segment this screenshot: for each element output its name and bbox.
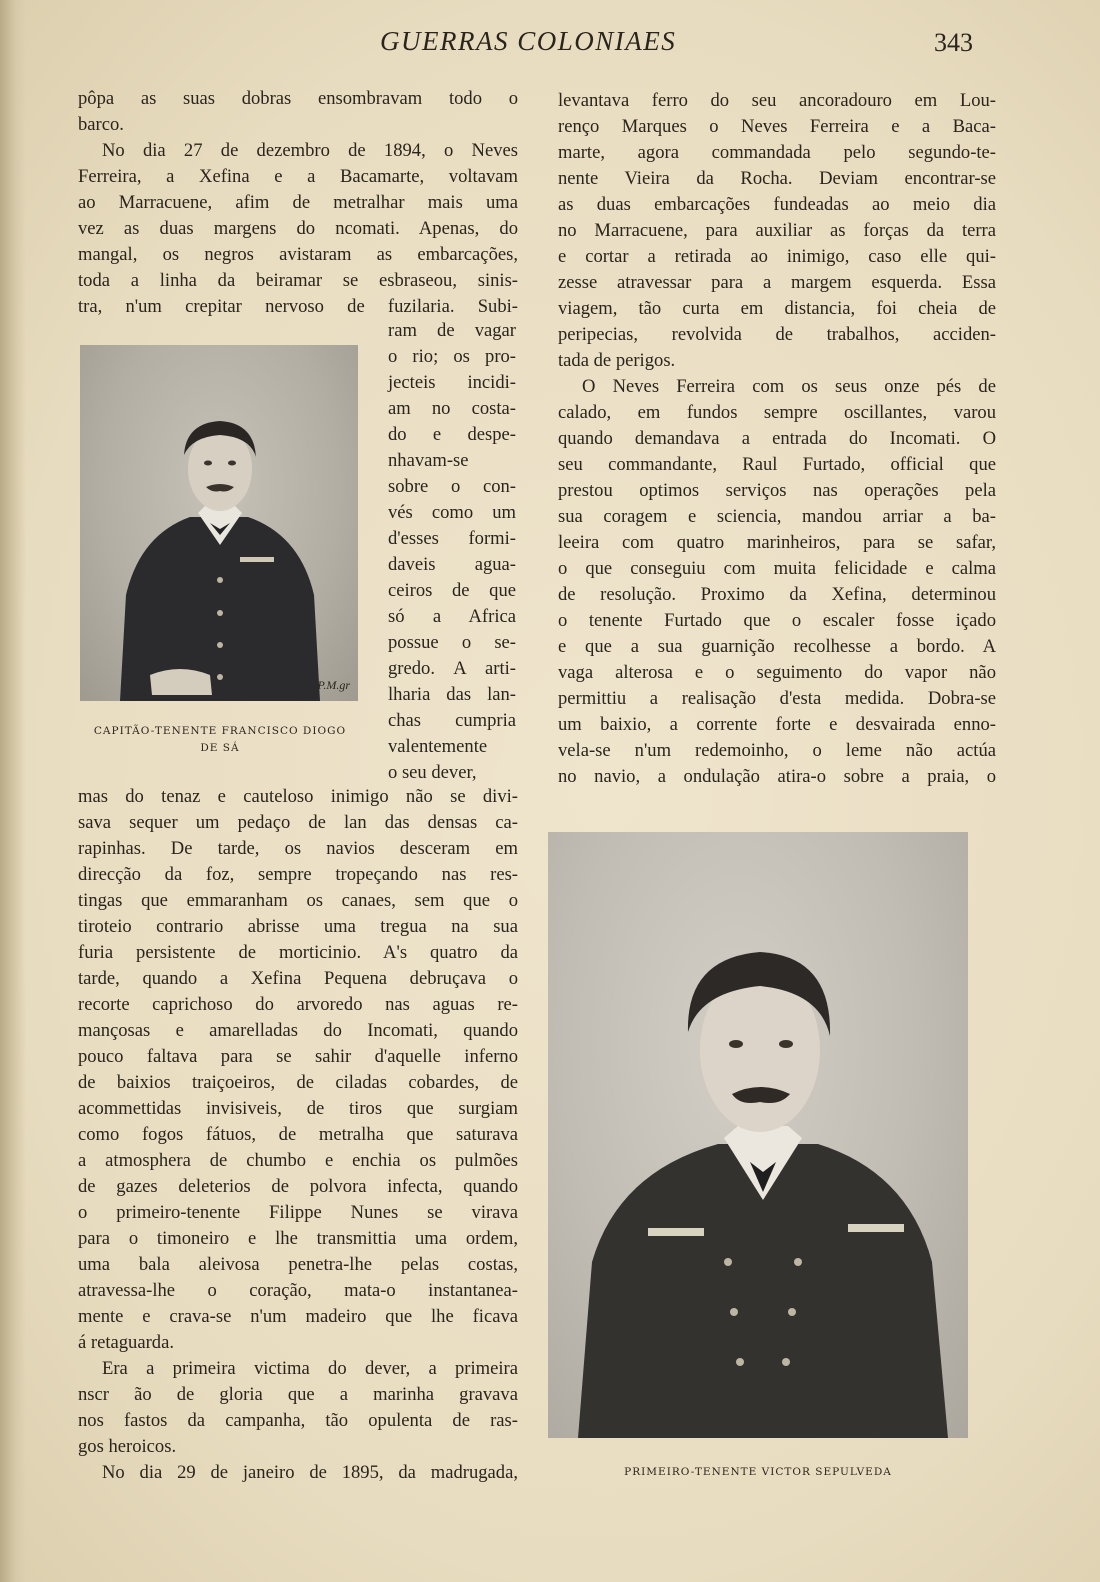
text-line: direcção da foz, sempre tropeçando nas res- <box>78 864 518 885</box>
text-line: recorte caprichoso do arvoredo nas aguas re- <box>78 994 518 1015</box>
text-line: tarde, quando a Xefina Pequena debruçava o <box>78 968 518 989</box>
text-line: No dia 29 de janeiro de 1895, da madrugada, <box>102 1462 518 1483</box>
text-line: daveis agua- <box>388 554 516 575</box>
text-line: sua coragem e sciencia, mandou arriar a ba- <box>558 506 996 527</box>
text-line: permittiu a realisação d'esta medida. Dobra-se <box>558 688 996 709</box>
text-line: mangal, os negros avistaram as embarcações, <box>78 244 518 265</box>
text-line: a atmosphera de chumbo e enchia os pulmões <box>78 1150 518 1171</box>
text-line: no Marracuene, para auxiliar as forças da terra <box>558 220 996 241</box>
text-line: chas cumpria <box>388 710 516 731</box>
caption-line: DE SÁ <box>200 742 240 754</box>
text-line: e que a sua guarnição recolhesse a bordo. A <box>558 636 996 657</box>
text-line: furia persistente de morticinio. A's quatro da <box>78 942 518 963</box>
text-line: ceiros de que <box>388 580 516 601</box>
text-line: am no costa- <box>388 398 516 419</box>
text-line: uma bala aleivosa penetra-lhe pelas costas, <box>78 1254 518 1275</box>
text-line: Ferreira, a Xefina e a Bacamarte, voltavam <box>78 166 518 187</box>
text-line: pouco faltava para se sahir d'aquelle inferno <box>78 1046 518 1067</box>
page-number: 343 <box>934 28 973 57</box>
text-line: gos heroicos. <box>78 1436 177 1457</box>
text-line: lharia das lan- <box>388 684 516 705</box>
text-line: possue o se- <box>388 632 516 653</box>
portrait-officer-drawing <box>80 345 358 701</box>
text-line: o seu dever, <box>388 762 477 783</box>
text-line: atravessa-lhe o coração, mata-o instantanea- <box>78 1280 518 1301</box>
portrait-officer-drawing <box>548 832 968 1438</box>
text-line: mançosas e amarelladas do Incomati, quando <box>78 1020 518 1041</box>
page-spine-shadow <box>0 0 26 1582</box>
text-line: como fogos fátuos, de metralha que saturava <box>78 1124 518 1145</box>
text-line: tiroteio contrario abrisse uma tregua na sua <box>78 916 518 937</box>
caption-line: CAPITÃO-TENENTE FRANCISCO DIOGO <box>93 725 347 737</box>
text-line: ao Marracuene, afim de metralhar mais uma <box>78 192 518 213</box>
text-line: nhavam-se <box>388 450 469 471</box>
text-line: levantava ferro do seu ancoradouro em Lou- <box>558 90 996 111</box>
text-line: seu commandante, Raul Furtado, official que <box>558 454 996 475</box>
text-line: nos fastos da campanha, tão opulenta de ras- <box>78 1410 518 1431</box>
text-line: vez as duas margens do ncomati. Apenas, do <box>78 218 518 239</box>
portrait-caption-1 <box>80 723 360 757</box>
text-line: ram de vagar <box>388 320 516 341</box>
text-line: á retaguarda. <box>78 1332 175 1353</box>
text-line: quando demandava a entrada do Incomati. O <box>558 428 996 449</box>
text-line: tra, n'um crepitar nervoso de fuzilaria. Subi- <box>78 296 518 317</box>
text-line: acommettidas invisiveis, de tiros que surgiam <box>78 1098 518 1119</box>
text-line: jecteis incidi- <box>388 372 516 393</box>
text-line: sava sequer um pedaço de lan das densas ca- <box>78 812 518 833</box>
portrait-francisco-diogo-de-sa <box>80 345 358 701</box>
text-line: tingas que emmaranham os canaes, sem que o <box>78 890 518 911</box>
text-line: de gazes deleterios de polvora infecta, quando <box>78 1176 518 1197</box>
text-line: tada de perigos. <box>558 350 676 371</box>
text-line: toda a linha da beiramar se esbraseou, sinis- <box>78 270 518 291</box>
portrait-caption-2: PRIMEIRO-TENENTE VICTOR SEPULVEDA <box>624 1466 892 1478</box>
text-line: O Neves Ferreira com os seus onze pés de <box>582 376 996 397</box>
text-line: de baixios traiçoeiros, de ciladas cobardes, de <box>78 1072 518 1093</box>
text-line: do e despe- <box>388 424 516 445</box>
text-line: prestou optimos serviços nas operações pela <box>558 480 996 501</box>
text-line: mas do tenaz e cauteloso inimigo não se divi- <box>78 786 518 807</box>
left-column-lower <box>78 784 518 1486</box>
text-line: d'esses formi- <box>388 528 516 549</box>
text-line: mente e crava-se n'um madeiro que lhe ficava <box>78 1306 518 1327</box>
text-line: rapinhas. De tarde, os navios desceram em <box>78 838 518 859</box>
text-line: e cortar a retirada ao inimigo, caso elle qui- <box>558 246 996 267</box>
text-line: leeira com quatro marinheiros, para se safar, <box>558 532 996 553</box>
text-line: vés como um <box>388 502 516 523</box>
text-line: o que conseguiu com muita felicidade e calma <box>558 558 996 579</box>
text-line: vela-se n'um redemoinho, o leme não actúa <box>558 740 996 761</box>
text-line: pôpa as suas dobras ensombravam todo o <box>78 88 518 109</box>
text-line: calado, em fundos sempre oscillantes, varou <box>558 402 996 423</box>
text-line: o primeiro-tenente Filippe Nunes se virava <box>78 1202 518 1223</box>
text-line: nscr ão de gloria que a marinha gravava <box>78 1384 518 1405</box>
text-line: zesse atravessar para a margem esquerda. Essa <box>558 272 996 293</box>
text-line: no navio, a ondulação atira-o sobre a praia, o <box>558 766 996 787</box>
photo-signature: P.M.gr <box>317 678 350 692</box>
left-column-top <box>78 86 518 320</box>
text-line: sobre o con- <box>388 476 516 497</box>
text-line: renço Marques o Neves Ferreira e a Baca- <box>558 116 996 137</box>
text-line: as duas embarcações fundeadas ao meio dia <box>558 194 996 215</box>
text-line: um baixio, a corrente forte e desvairada enno- <box>558 714 996 735</box>
text-line: peripecias, revolvida de trabalhos, acciden- <box>558 324 996 345</box>
running-head: GUERRAS COLONIAES <box>380 26 677 56</box>
text-line: o rio; os pro- <box>388 346 516 367</box>
text-line: valentemente <box>388 736 488 757</box>
left-column-wrap <box>388 318 516 786</box>
text-line: marte, agora commandada pelo segundo-te- <box>558 142 996 163</box>
text-line: Era a primeira victima do dever, a primeira <box>102 1358 518 1379</box>
text-line: vaga alterosa e o seguimento do vapor não <box>558 662 996 683</box>
text-line: só a Africa <box>388 606 516 627</box>
text-line: barco. <box>78 114 124 135</box>
text-line: No dia 27 de dezembro de 1894, o Neves <box>102 140 518 161</box>
text-line: nente Vieira da Rocha. Deviam encontrar-se <box>558 168 996 189</box>
portrait-victor-sepulveda <box>548 832 968 1438</box>
text-line: gredo. A arti- <box>388 658 516 679</box>
text-line: de resolução. Proximo da Xefina, determinou <box>558 584 996 605</box>
text-line: para o timoneiro e lhe transmittia uma ordem, <box>78 1228 518 1249</box>
text-line: o tenente Furtado que o escaler fosse içado <box>558 610 996 631</box>
text-line: viagem, tão curta em distancia, foi cheia de <box>558 298 996 319</box>
right-column <box>558 88 996 790</box>
